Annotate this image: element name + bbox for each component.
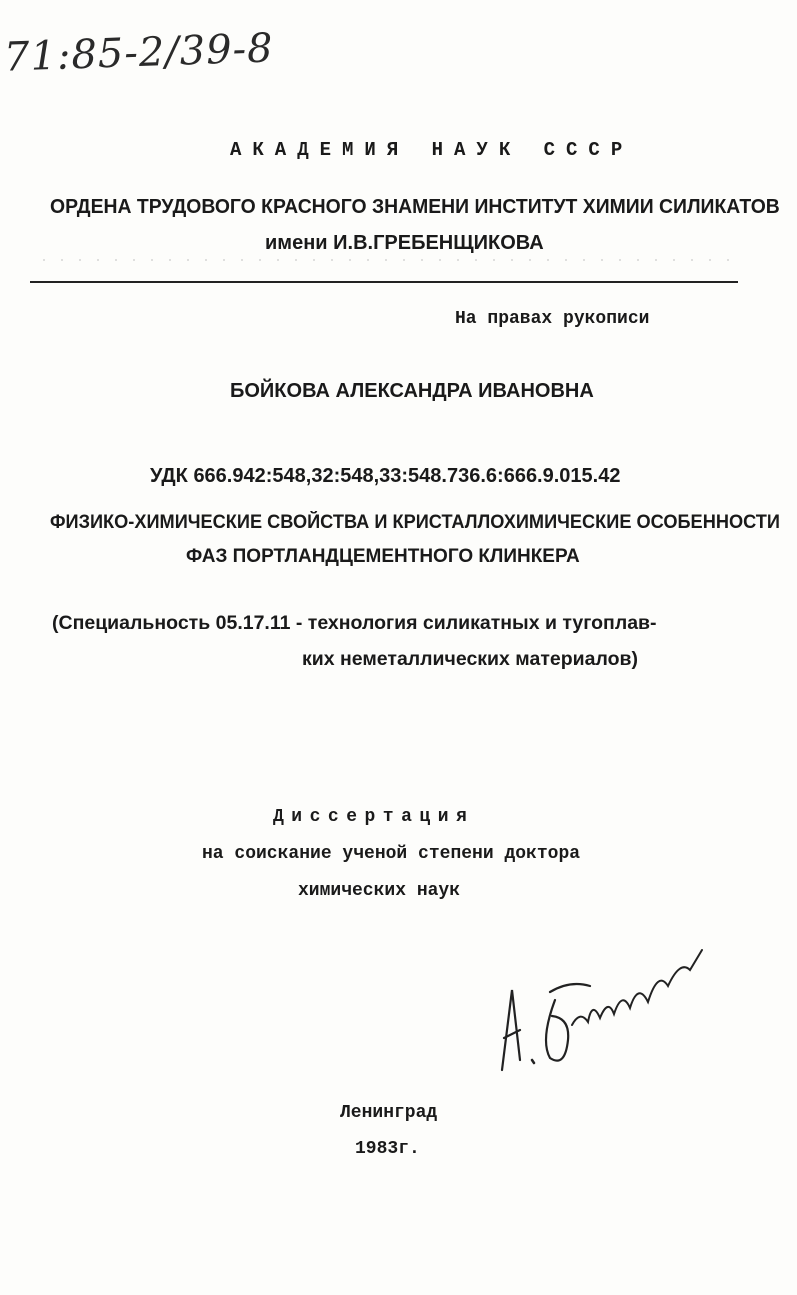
manuscript-rights: На правах рукописи (455, 309, 650, 329)
specialty-line-2: ких неметаллических материалов) (302, 648, 638, 670)
institute-line-1: ОРДЕНА ТРУДОВОГО КРАСНОГО ЗНАМЕНИ ИНСТИТУТ ХИМИИ СИЛИКАТОВ (50, 196, 780, 218)
year: 1983г. (355, 1139, 420, 1159)
degree-line-2: химических наук (298, 881, 461, 901)
academy-heading: АКАДЕМИЯ НАУК СССР (230, 139, 634, 161)
document-type: Диссертация (273, 807, 475, 827)
signature-drawing (480, 930, 710, 1080)
header-rule (30, 281, 738, 283)
udc-code: УДК 666.942:548,32:548,33:548.736.6:666.9.015.42 (150, 465, 621, 487)
city: Ленинград (340, 1103, 438, 1123)
degree-line-1: на соискание ученой степени доктора (202, 844, 581, 864)
institute-line-2: имени И.В.ГРЕБЕНЩИКОВА (265, 232, 544, 254)
title-line-1: ФИЗИКО-ХИМИЧЕСКИЕ СВОЙСТВА И КРИСТАЛЛОХИМИЧЕСКИЕ ОСОБЕННОСТИ (50, 512, 780, 533)
specialty-line-1: (Специальность 05.17.11 - технология силикатных и тугоплав- (52, 612, 657, 634)
title-line-2: ФАЗ ПОРТЛАНДЦЕМЕНТНОГО КЛИНКЕРА (186, 546, 580, 567)
author-name: БОЙКОВА АЛЕКСАНДРА ИВАНОВНА (230, 380, 594, 402)
archive-mark: 71:85-2/39-8 (3, 25, 275, 81)
dotted-line (35, 259, 735, 261)
